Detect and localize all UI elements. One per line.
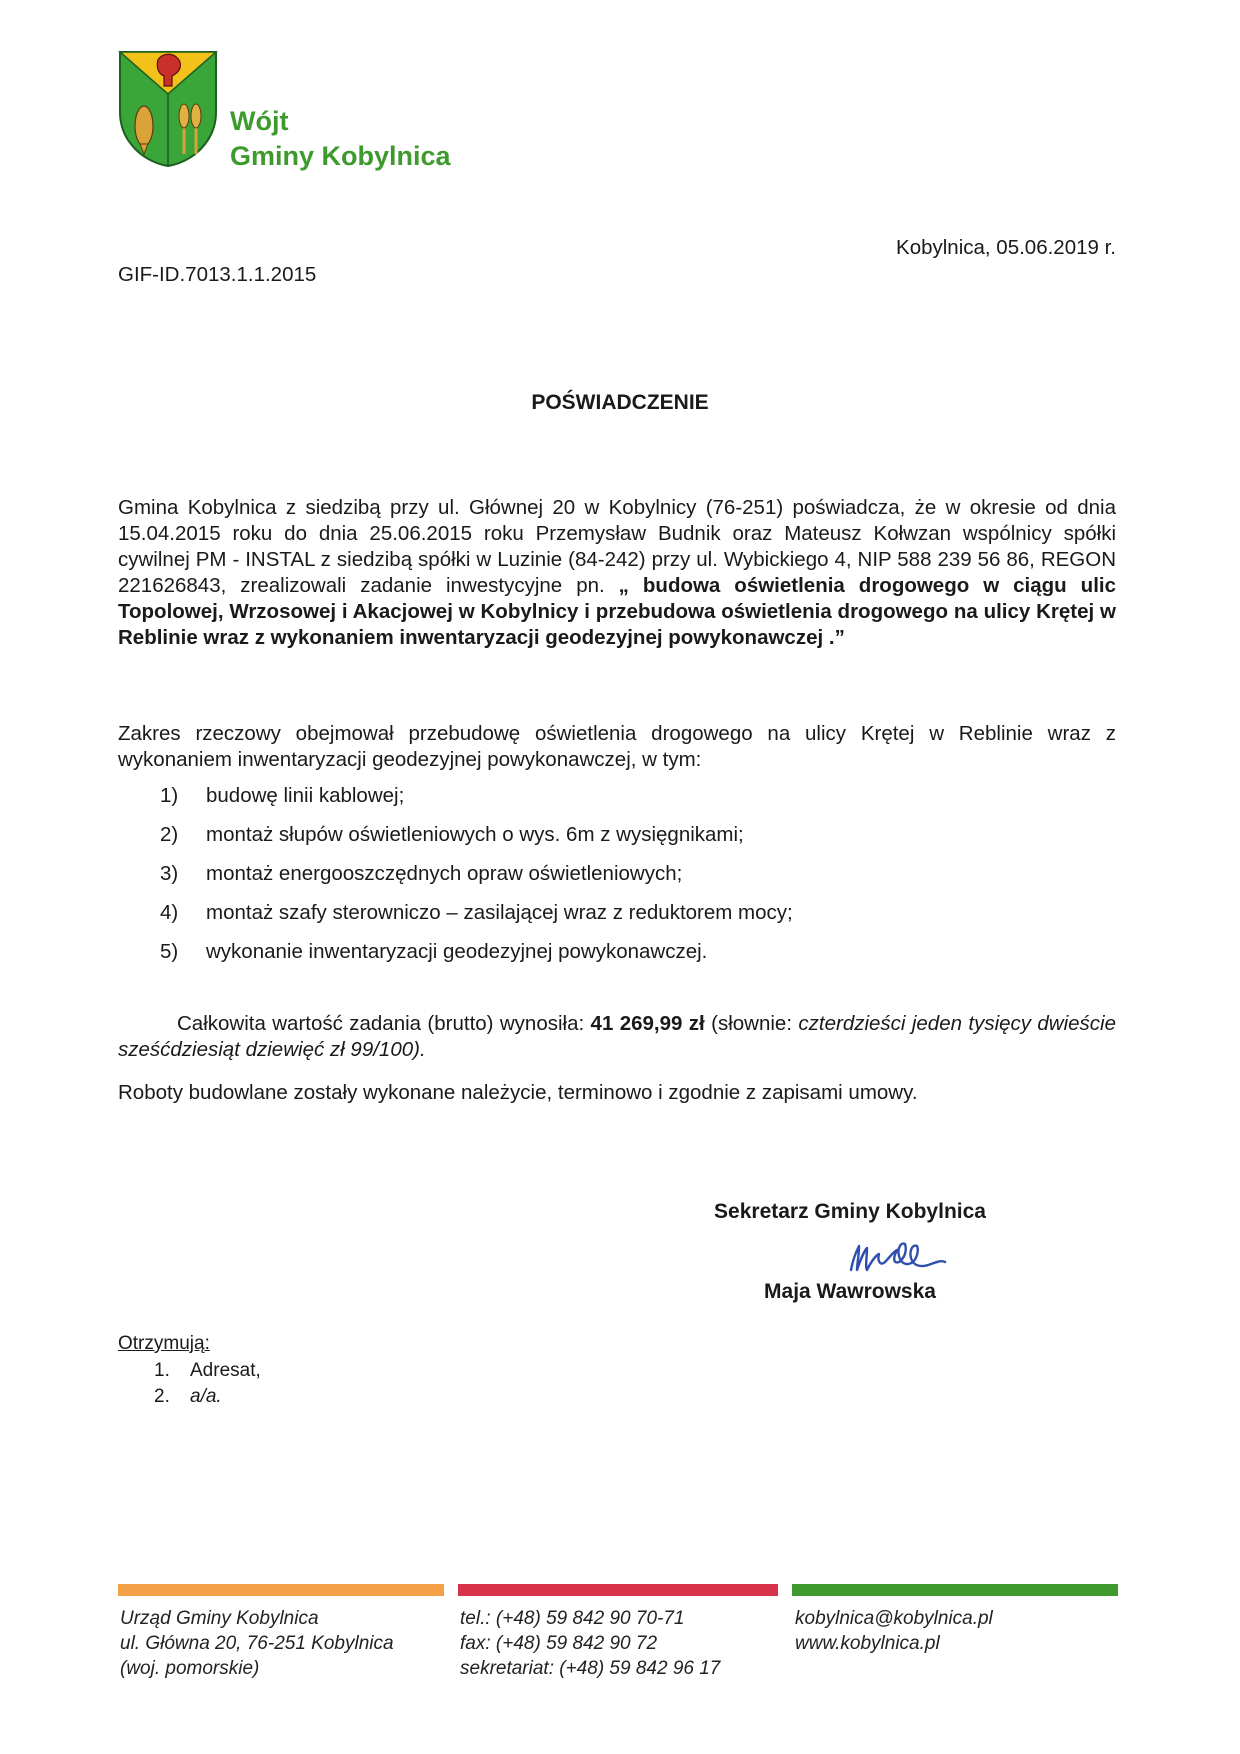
certification-text: Gmina Kobylnica z siedzibą przy ul. Głównej 20 w Kobylnicy (76-251) poświadcza, że w okresie od dnia 15.04.2015 roku do dnia 25.06.2015 roku Przemysław Budnik oraz Mateusz Kołwzan wspólnicy spółki cywilnej PM - INSTAL z siedzibą spółki w Luzinie (84-242) przy ul. Wybickiego 4, NIP 588 239 56 86, REGON 221626843, zrealizowali zadanie inwestycyjne pn. bbox=[118, 496, 1116, 597]
list-item bbox=[160, 900, 1060, 939]
footer-bar-orange bbox=[118, 1584, 444, 1596]
certification-paragraph bbox=[118, 495, 1116, 651]
footer-bar-green bbox=[792, 1584, 1118, 1596]
letterhead-title: Wójt bbox=[230, 106, 289, 136]
scope-list bbox=[160, 783, 1060, 978]
signatory-name: Maja Wawrowska bbox=[764, 1280, 936, 1303]
reference-number: GIF-ID.7013.1.1.2015 bbox=[118, 263, 317, 286]
value-paragraph bbox=[118, 1011, 1116, 1063]
recipients-label: Otrzymują: bbox=[118, 1333, 210, 1354]
footer-email[interactable]: kobylnica@kobylnica.pl bbox=[795, 1608, 993, 1629]
list-item bbox=[154, 1384, 261, 1410]
footer-fax: fax: (+48) 59 842 90 72 bbox=[460, 1633, 658, 1654]
value-in-words: czterdzieści jeden tysięcy dwieście sześćdziesiąt dziewięć zł 99/100). bbox=[118, 1012, 1117, 1061]
document-title: POŚWIADCZENIE bbox=[531, 391, 709, 414]
value-amount: 41 269,99 zł bbox=[590, 1012, 705, 1035]
list-item bbox=[160, 939, 1060, 978]
list-item-number: 4) bbox=[160, 901, 179, 924]
footer-phones bbox=[460, 1606, 720, 1681]
footer-tel: tel.: (+48) 59 842 90 70-71 bbox=[460, 1608, 685, 1629]
footer-region: (woj. pomorskie) bbox=[120, 1658, 260, 1679]
recipient-number: 1. bbox=[154, 1360, 170, 1381]
list-item bbox=[154, 1358, 261, 1384]
list-item-text: montaż energooszczędnych opraw oświetleniowych; bbox=[206, 862, 683, 885]
value-middle: (słownie: bbox=[704, 1012, 799, 1035]
list-item bbox=[160, 822, 1060, 861]
list-item-number: 2) bbox=[160, 823, 179, 846]
signatory-title: Sekretarz Gminy Kobylnica bbox=[714, 1200, 986, 1223]
list-item-text: wykonanie inwentaryzacji geodezyjnej powykonawczej. bbox=[206, 940, 708, 963]
recipient-number: 2. bbox=[154, 1386, 170, 1407]
list-item-text: budowę linii kablowej; bbox=[206, 784, 405, 807]
list-item-number: 1) bbox=[160, 784, 179, 807]
scope-paragraph: Zakres rzeczowy obejmował przebudowę oświetlenia drogowego na ulicy Krętej w Reblinie wraz z wykonaniem inwentaryzacji geodezyjnej powykonawczej, w tym: bbox=[118, 722, 1116, 771]
recipient-text: Adresat, bbox=[190, 1360, 261, 1381]
footer-website[interactable]: www.kobylnica.pl bbox=[795, 1633, 940, 1654]
list-item-text: montaż słupów oświetleniowych o wys. 6m z wysięgnikami; bbox=[206, 823, 744, 846]
footer-address bbox=[120, 1606, 394, 1681]
coat-of-arms-icon bbox=[118, 50, 218, 168]
list-item-number: 5) bbox=[160, 940, 179, 963]
list-item-number: 3) bbox=[160, 862, 179, 885]
list-item-text: montaż szafy sterowniczo – zasilającej wraz z reduktorem mocy; bbox=[206, 901, 793, 924]
footer-secretariat: sekretariat: (+48) 59 842 96 17 bbox=[460, 1658, 721, 1679]
footer-street: ul. Główna 20, 76-251 Kobylnica bbox=[120, 1633, 394, 1654]
list-item bbox=[160, 861, 1060, 900]
footer-office-name: Urząd Gminy Kobylnica bbox=[120, 1608, 319, 1629]
project-name: „ budowa oświetlenia drogowego w ciągu ulic Topolowej, Wrzosowej i Akacjowej w Kobylnicy i przebudowa oświetlenia drogowego na ulicy Krętej w Reblinie wraz z wykonaniem inwentaryzacji geodezyjnej powykonawczej .” bbox=[118, 574, 1116, 649]
list-item bbox=[160, 783, 1060, 822]
completion-paragraph: Roboty budowlane zostały wykonane należycie, terminowo i zgodnie z zapisami umowy. bbox=[118, 1081, 918, 1104]
recipients-list bbox=[154, 1358, 261, 1410]
recipient-text: a/a. bbox=[190, 1386, 222, 1407]
value-prefix: Całkowita wartość zadania (brutto) wynosiła: bbox=[177, 1012, 591, 1035]
signature-image bbox=[845, 1232, 955, 1278]
footer-contact bbox=[795, 1606, 993, 1656]
place-date: Kobylnica, 05.06.2019 r. bbox=[896, 236, 1116, 259]
letterhead-subtitle: Gminy Kobylnica bbox=[230, 141, 451, 171]
footer-bar-red bbox=[458, 1584, 778, 1596]
